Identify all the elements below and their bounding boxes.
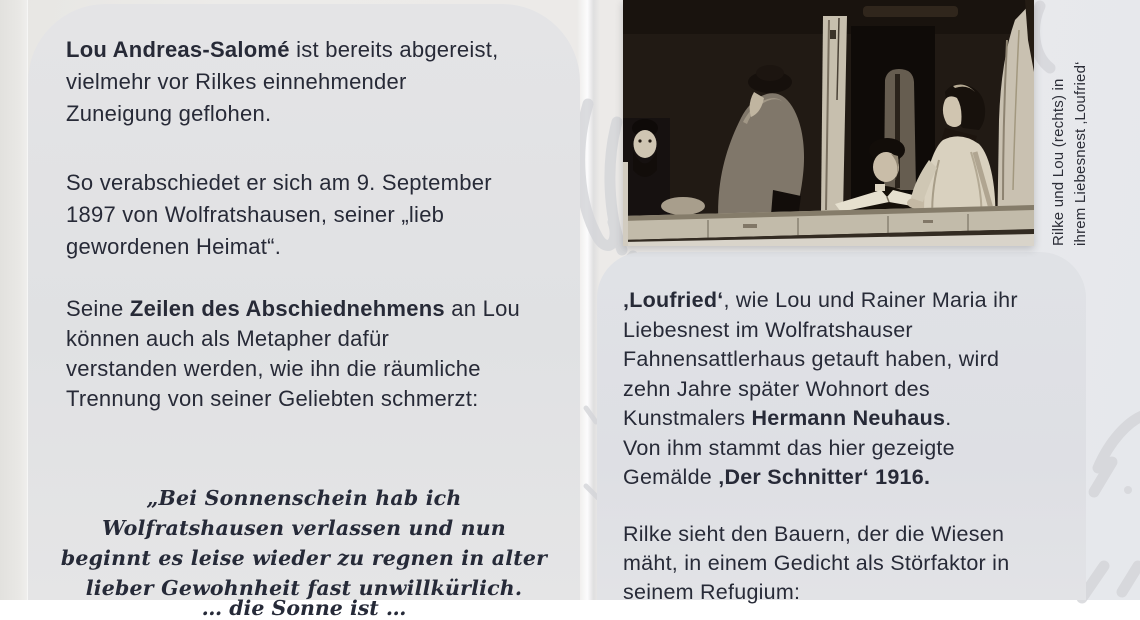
text-segment: ist bereits abgereist, xyxy=(289,37,499,62)
text-line: können auch als Metapher dafür xyxy=(66,326,390,351)
left-text-panel xyxy=(28,4,580,620)
text-line: So verabschiedet er sich am 9. September xyxy=(66,170,492,195)
quote-line: „Bei Sonnenschein hab ich xyxy=(146,486,462,510)
text-line: Von ihm stammt das hier gezeigte xyxy=(623,435,955,460)
paragraph-lou-departed xyxy=(66,34,498,130)
text-line: mäht, in einem Gedicht als Störfaktor in xyxy=(623,551,1010,575)
text-line: zehn Jahre später Wohnort des xyxy=(623,376,930,401)
quote-line: lieber Gewohnheit fast unwillkürlich. xyxy=(85,576,523,600)
paragraph-rilke-bauer xyxy=(623,520,1009,607)
text-line: seinem Refugium: xyxy=(623,580,801,604)
text-segment: Kunstmalers xyxy=(623,406,752,430)
photo-rilke-lou-loufried xyxy=(623,0,1034,246)
bold-loufried: ‚Loufried‘ xyxy=(623,288,724,312)
photo-caption xyxy=(1048,6,1092,246)
photo-illustration xyxy=(623,0,1034,246)
text-segment: . xyxy=(945,406,952,430)
text-line: Zuneigung geflohen. xyxy=(66,101,272,126)
rilke-farewell-quote xyxy=(28,483,580,603)
text-line: 1897 von Wolfratshausen, seiner „lieb xyxy=(66,202,445,227)
text-line xyxy=(623,286,1018,316)
text-line: gewordenen Heimat“. xyxy=(66,234,282,259)
bold-der-schnitter: ‚Der Schnitter‘ 1916. xyxy=(718,465,931,489)
caption-line: Rilke und Lou (rechts) in xyxy=(1050,78,1067,246)
text-line: Trennung von seiner Geliebten schmerzt: xyxy=(66,386,479,411)
bold-hermann-neuhaus: Hermann Neuhaus xyxy=(751,406,946,430)
text-line xyxy=(66,34,498,66)
text-line: Fahnensattlerhaus getauft haben, wird xyxy=(623,347,1000,371)
paragraph-loufried xyxy=(623,286,1018,493)
bold-zeilen-des-abschiednehmens: Zeilen des Abschiednehmens xyxy=(129,296,445,321)
quote-line: Wolfratshausen verlassen und nun xyxy=(102,516,506,540)
right-text-panel xyxy=(597,252,1086,604)
paragraph-farewell-date xyxy=(66,167,492,263)
text-line: verstanden werden, wie ihn die räumliche xyxy=(66,356,481,381)
bold-name-lou: Lou Andreas-Salomé xyxy=(66,37,290,62)
text-line: vielmehr vor Rilkes einnehmender xyxy=(66,69,407,94)
caption-line: ihrem Liebesnest ‚Loufried‘ xyxy=(1072,61,1089,246)
quote-line: beginnt es leise wieder zu regnen in alter xyxy=(60,546,548,570)
text-line: Liebesnest im Wolfratshauser xyxy=(623,317,913,342)
text-line xyxy=(623,463,1018,493)
text-segment: Gemälde xyxy=(623,465,719,489)
text-line xyxy=(623,404,1018,434)
text-line xyxy=(66,294,520,324)
text-segment: Seine xyxy=(66,296,130,321)
text-line: Rilke sieht den Bauern, der die Wiesen xyxy=(623,522,1005,546)
text-segment: an Lou xyxy=(444,296,521,321)
text-segment: , wie Lou und Rainer Maria ihr xyxy=(723,288,1018,312)
paragraph-zeilen-metapher xyxy=(66,294,520,414)
quote-line-truncated: … die Sonne ist … xyxy=(201,596,407,620)
